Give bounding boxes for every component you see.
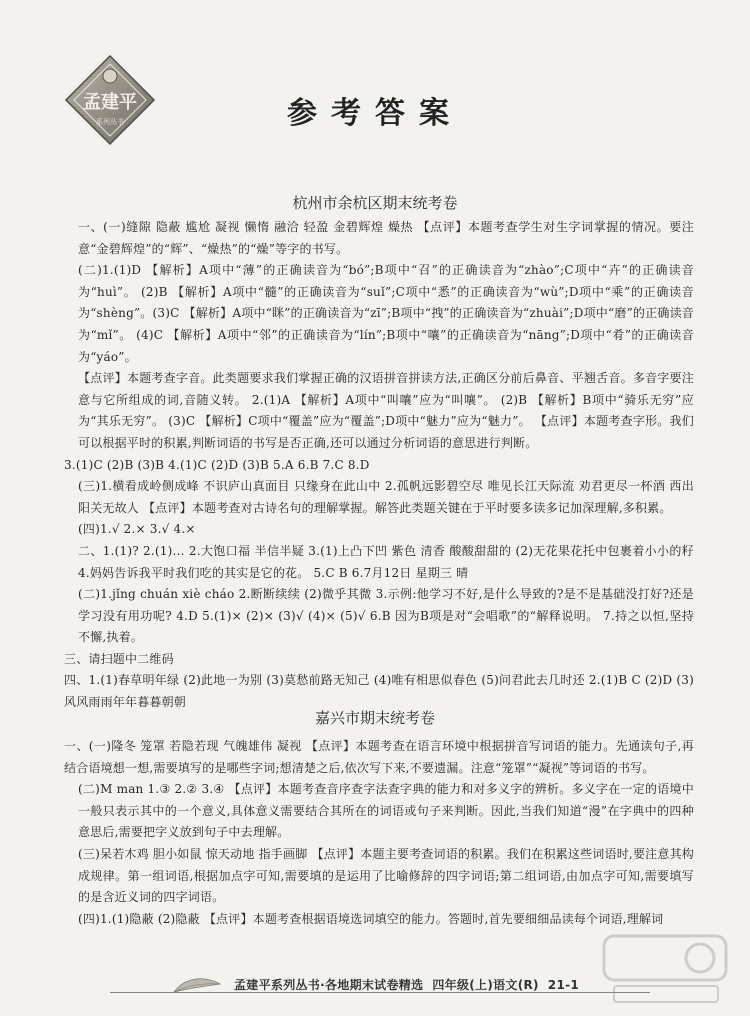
footer-series: 孟建平系列丛书 [234,978,321,992]
answer-paragraph: (三)呆若木鸡 胆小如鼠 惊天动地 指手画脚 【点评】本题主要考查词语的积累。我们在积累这些词语时,要注意其构成规律。第一组词语,根据加点字可知,需要填的是运用了比喻修辞的四字词语;第二组词语,由加点字可知,需要填写的是含近义词的四字词语。 [78,846,694,905]
section-title-hangzhou: 杭州市余杭区期末统考卷 [292,194,458,212]
answer-paragraph: (二)M man 1.③ 2.② 3.④ 【点评】本题考查音序查字法查字典的能力和对多义字的辨析。多义字在一定的语境中一般只表示其中的一个意义,具体意义需要结合其所在的词语或句子来判断。因此,当我们知道“漫”在字典中的四种意思后,需要把字义放到句子中去理解。 [78,782,694,840]
answer-paragraph: (三)1.横看成岭侧成峰 不识庐山真面目 只缘身在此山中 2.孤帆远影碧空尽 唯见长江天际流 劝君更尽一杯酒 西出阳关无故人 【点评】本题考查对古诗名句的理解掌握。解答此类题关键在于平时要多读多记加深理解,多积累。 [78,479,694,515]
watermark-stamp-icon [600,930,730,1010]
footer-book: 各地期末试卷精选 [324,978,424,992]
answer-paragraph: 一、(一)隆冬 笼罩 若隐若现 气魄雄伟 凝视 【点评】本题考查在语言环境中根据拼音写词语的能力。先通读句子,再结合语境想一想,需要填写的是哪些字词;想清楚之后,依次写下来,不要遗漏。注意“笼罩”“凝视”等词语的书写。 [64,739,694,775]
answer-paragraph: 三、请扫题中二维码 [64,651,174,666]
answer-paragraph: 【点评】本题考查字音。此类题要求我们掌握正确的汉语拼音拼读方法,正确区分前后鼻音、平翘舌音。多音字要注意与它所组成的词,音随义转。 2.(1)A 【解析】A项中“叫嚷”应为“叫嚷”。 (2)B 【解析】B项中“骑乐无穷”应为“其乐无穷”。 (3)C 【解析】C项中“覆盖”应为“覆盖”;D项中“魅力”应为“魅力”。 【点评】本题考查字形。我们可以根据平时的积累,判断词语的书写是否正确,还可以通过分析词语的意思进行判断。 [78,371,694,450]
answer-paragraph: (二)1.jǐng chuán xiè cháo 2.断断续续 (2)微乎其微 3.示例:他学习不好,是什么导致的?是不是基础没打好?还是学习没有用功呢? 4.D 5.(1)× (2)× (3)√ (4)× (5)√ 6.B 因为B项是对“会唱歌”的“解释说明。 7.持之以恒,坚持不懈,执着。 [78,587,695,645]
section-title-jiaxing: 嘉兴市期末统考卷 [314,709,435,727]
answer-paragraph: (四)1.(1)隐蔽 (2)隐蔽 【点评】本题考查根据语境选词填空的能力。答题时,首先要细细品读每个词语,理解词 [78,911,664,926]
answer-paragraph: (二)1.(1)D 【解析】A项中“薄”的正确读音为“bó”;B项中“召”的正确读音为“zhào”;C项中“卉”的正确读音为“huì”。 (2)B 【解析】A项中“髓”的正确读音为“suǐ”;C项中“悉”的正确读音为“wù”;D项中“乘”的正确读音为“shèng”。(3)C 【解析】A项中“眯”的正确读音为“zī”;B项中“拽”的正确读音为“zhuài”;D项中“磨”的正确读音为“mǐ”。 (4)C 【解析】A项中“邻”的正确读音为“lín”;B项中“嚷”的正确读音为“nāng”;D项中“肴”的正确读音为“yáo”。 [78,263,694,364]
section-jiaxing-answers [64,736,694,930]
page-title: 参考答案 [287,96,463,131]
footer-grade: 四年级(上)语文(R) [432,978,539,992]
answer-paragraph: 3.(1)C (2)B (3)B 4.(1)C (2)D (3)B 5.A 6.B 7.C 8.D [64,457,370,472]
footer-separator: · [320,978,325,992]
answer-paragraph: 一、(一)缝隙 隐蔽 尴尬 凝视 懒惰 融洽 轻盈 金碧辉煌 燥热 【点评】本题考查学生对生字词掌握的情况。要注意“金碧辉煌”的“辉”、“燥热”的“燥”等字的书写。 [78,220,694,256]
logo-emblem-icon [62,52,158,148]
page-number: 21-1 [547,978,580,992]
logo-subtext: 系列丛书 [96,118,124,126]
logo-text: 孟建平 [83,92,137,113]
publisher-logo [62,52,158,148]
answer-paragraph: 二、1.(1)? 2.(1)… 2.大饱口福 半信半疑 3.(1)上凸下凹 紫色 清香 酸酸甜甜的 (2)无花果花托中包裹着小小的籽 4.妈妈告诉我平时我们吃的其实是它的花。 5.C B 6.7月12日 星期三 晴 [78,543,694,580]
answer-paragraph: (四)1.√ 2.× 3.√ 4.× [78,522,196,537]
answer-paragraph: 四、1.(1)春草明年绿 (2)此地一为别 (3)莫愁前路无知己 (4)唯有相思似春色 (5)问君此去几时还 2.(1)B C (2)D (3)风风雨雨年年暮暮朝朝 [64,673,694,710]
section-hangzhou-answers [64,217,694,714]
footer-caption [234,976,579,993]
